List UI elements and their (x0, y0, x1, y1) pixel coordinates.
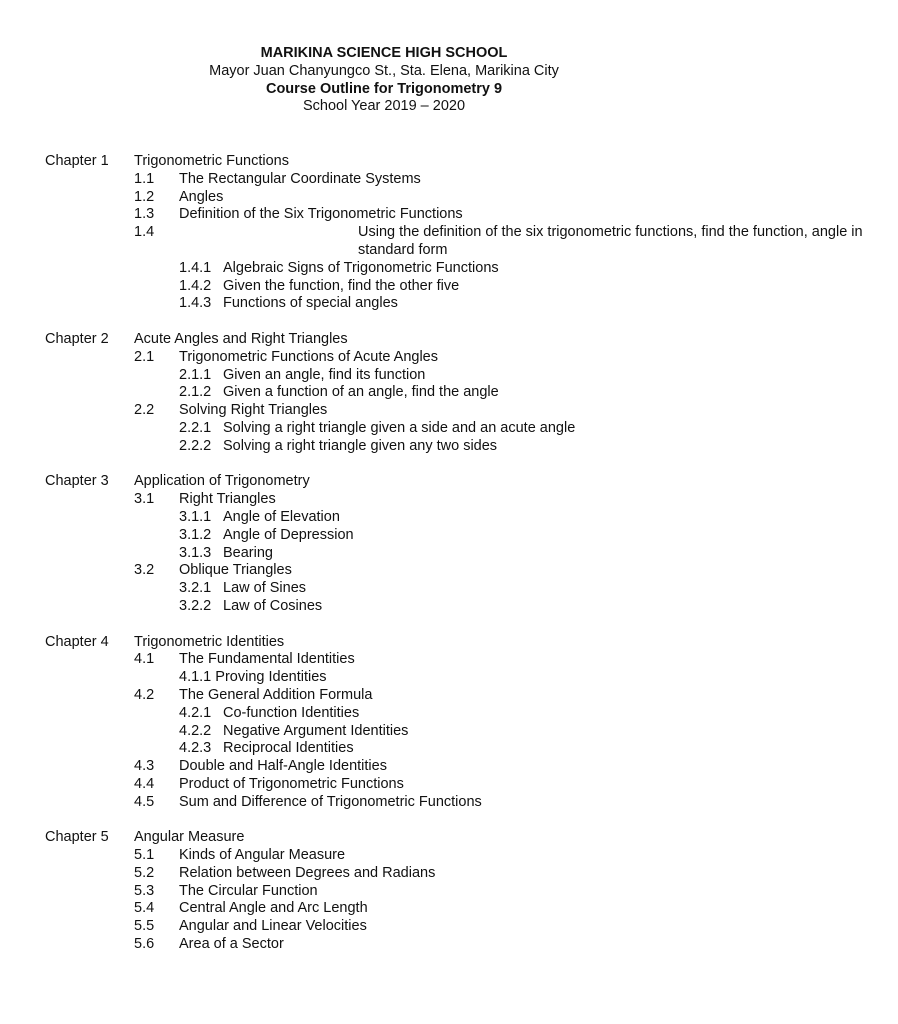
section-number: 4.5 (134, 793, 155, 810)
subsection-title: Law of Sines (223, 580, 307, 597)
subsection-number: 4.2.2 (179, 722, 212, 739)
section-number: 2.1 (134, 348, 155, 365)
subsection-title: Negative Argument Identities (223, 722, 409, 739)
subsection-item (0, 278, 768, 296)
subsection-number: 4.2.1 (179, 704, 212, 721)
section-title: Solving Right Triangles (179, 402, 328, 419)
section-item (0, 758, 768, 776)
section-number: 4.2 (134, 686, 155, 703)
subsection-title: Algebraic Signs of Trigonometric Functions (223, 259, 499, 276)
section-item (0, 918, 768, 936)
chapter-label: Chapter 2 (45, 330, 109, 347)
section-number: 4.3 (134, 758, 155, 775)
subsection-text: 4.1.1 Proving Identities (179, 669, 327, 686)
section-number: 5.2 (134, 864, 155, 881)
chapter-label: Chapter 4 (45, 633, 109, 650)
subsection-title: Functions of special angles (223, 295, 398, 312)
section-title: The Fundamental Identities (179, 651, 355, 668)
subsection-number: 1.4.3 (179, 295, 212, 312)
document-header (0, 45, 768, 116)
section-item (0, 402, 768, 420)
subsection-number: 1.4.1 (179, 259, 212, 276)
subsection-title: Solving a right triangle given a side and an acute angle (223, 419, 576, 436)
subsection-title: Bearing (223, 544, 273, 561)
section-number: 4.1 (134, 651, 155, 668)
subsection-item (0, 545, 768, 563)
chapter-block (0, 473, 768, 615)
section-item (0, 847, 768, 865)
section-number: 5.5 (134, 918, 155, 935)
subsection-item (0, 527, 768, 545)
chapter-block (0, 153, 863, 313)
chapter-block (0, 634, 768, 812)
subsection-title: Angle of Depression (223, 526, 354, 543)
subsection-number: 1.4.2 (179, 277, 212, 294)
chapter-label: Chapter 1 (45, 153, 109, 169)
section-number: 2.2 (134, 402, 155, 419)
section-item (0, 900, 768, 918)
subsection-number: 4.2.3 (179, 740, 212, 757)
subsection-title: Reciprocal Identities (223, 740, 354, 757)
section-title: Sum and Difference of Trigonometric Functions (179, 793, 482, 810)
section-number: 5.3 (134, 882, 155, 899)
chapter-label: Chapter 3 (45, 473, 109, 490)
section-item (0, 776, 768, 794)
subsection-item (0, 740, 768, 758)
subsection-number: 3.2.1 (179, 580, 212, 597)
section-number: 1.1 (134, 170, 155, 187)
school-year: School Year 2019 – 2020 (302, 98, 466, 115)
subsection-number: 2.2.2 (179, 437, 212, 454)
section-item (0, 936, 768, 954)
section-item (0, 206, 768, 224)
subsection-number: 2.1.1 (179, 366, 212, 383)
section-number: 5.1 (134, 847, 155, 864)
section-item (0, 794, 768, 812)
section-number: 5.4 (134, 900, 155, 917)
subsection-item (0, 295, 768, 313)
subsection-item (0, 438, 768, 456)
chapter-heading (0, 634, 768, 652)
section-number: 4.4 (134, 775, 155, 792)
subsection-item (0, 367, 768, 385)
section-item (0, 349, 768, 367)
chapter-title: Trigonometric Functions (134, 153, 289, 169)
subsection-item (0, 723, 768, 741)
section-item (0, 189, 768, 207)
section-title: Right Triangles (179, 491, 276, 508)
chapter-heading (0, 331, 768, 349)
chapter-heading (0, 473, 768, 491)
section-item (0, 651, 768, 669)
section-item (0, 883, 768, 901)
section-title: Oblique Triangles (179, 562, 292, 579)
chapter-label: Chapter 5 (45, 829, 109, 846)
subsection-item (0, 580, 768, 598)
section-item (0, 865, 768, 883)
section-title: Double and Half-Angle Identities (179, 758, 387, 775)
subsection-title: Given a function of an angle, find the angle (223, 384, 499, 401)
chapter-block (0, 829, 768, 954)
chapter-title: Trigonometric Identities (134, 633, 285, 650)
section-title: Definition of the Six Trigonometric Functions (179, 206, 463, 223)
section-title: The Rectangular Coordinate Systems (179, 170, 421, 187)
subsection-number: 3.2.2 (179, 597, 212, 614)
section-item (0, 491, 768, 509)
section-title: Angular and Linear Velocities (179, 918, 367, 935)
subsection-title: Law of Cosines (223, 597, 323, 614)
chapter-title: Angular Measure (134, 829, 245, 846)
section-item (0, 171, 768, 189)
subsection-item (0, 509, 768, 527)
section-number: 1.2 (134, 188, 155, 205)
section-title: Using the definition of the six trigonometric functions, find the function, angle in standard form (358, 224, 863, 258)
section-title: Relation between Degrees and Radians (179, 864, 436, 881)
subsection-title: Given the function, find the other five (223, 277, 460, 294)
section-number: 1.3 (134, 206, 155, 223)
chapter-title: Application of Trigonometry (134, 473, 310, 490)
section-number: 3.1 (134, 491, 155, 508)
section-title: Product of Trigonometric Functions (179, 775, 404, 792)
subsection-item (0, 260, 768, 278)
section-item (0, 224, 863, 260)
school-address: Mayor Juan Chanyungco St., Sta. Elena, Marikina City (209, 62, 559, 79)
subsection-item (0, 598, 768, 616)
section-title: Central Angle and Arc Length (179, 900, 368, 917)
subsection-number: 2.1.2 (179, 384, 212, 401)
subsection-number: 3.1.3 (179, 544, 212, 561)
section-number: 1.4 (134, 224, 155, 241)
course-title: Course Outline for Trigonometry 9 (265, 80, 503, 97)
section-item (0, 687, 768, 705)
subsection-title: Co-function Identities (223, 704, 360, 721)
subsection-title: Angle of Elevation (223, 508, 340, 525)
course-outline (0, 153, 863, 972)
section-title: Kinds of Angular Measure (179, 847, 346, 864)
subsection-item (0, 420, 768, 438)
chapter-heading (0, 829, 768, 847)
subsection-number: 3.1.2 (179, 526, 212, 543)
section-title: Area of a Sector (179, 936, 284, 953)
section-item (0, 562, 768, 580)
subsection-title: Solving a right triangle given any two sides (223, 437, 498, 454)
section-title: Trigonometric Functions of Acute Angles (179, 348, 438, 365)
subsection-number: 3.1.1 (179, 508, 212, 525)
subsection-title: Given an angle, find its function (223, 366, 426, 383)
section-title: The General Addition Formula (179, 686, 373, 703)
subsection-item (0, 384, 768, 402)
section-title: Angles (179, 188, 224, 205)
chapter-heading (0, 153, 768, 171)
subsection-item (0, 705, 768, 723)
subsection-item (0, 669, 768, 687)
section-number: 5.6 (134, 936, 155, 953)
section-number: 3.2 (134, 562, 155, 579)
chapter-block (0, 331, 768, 456)
subsection-number: 2.2.1 (179, 419, 212, 436)
chapter-title: Acute Angles and Right Triangles (134, 330, 348, 347)
section-title: The Circular Function (179, 882, 318, 899)
school-name: MARIKINA SCIENCE HIGH SCHOOL (260, 45, 508, 61)
